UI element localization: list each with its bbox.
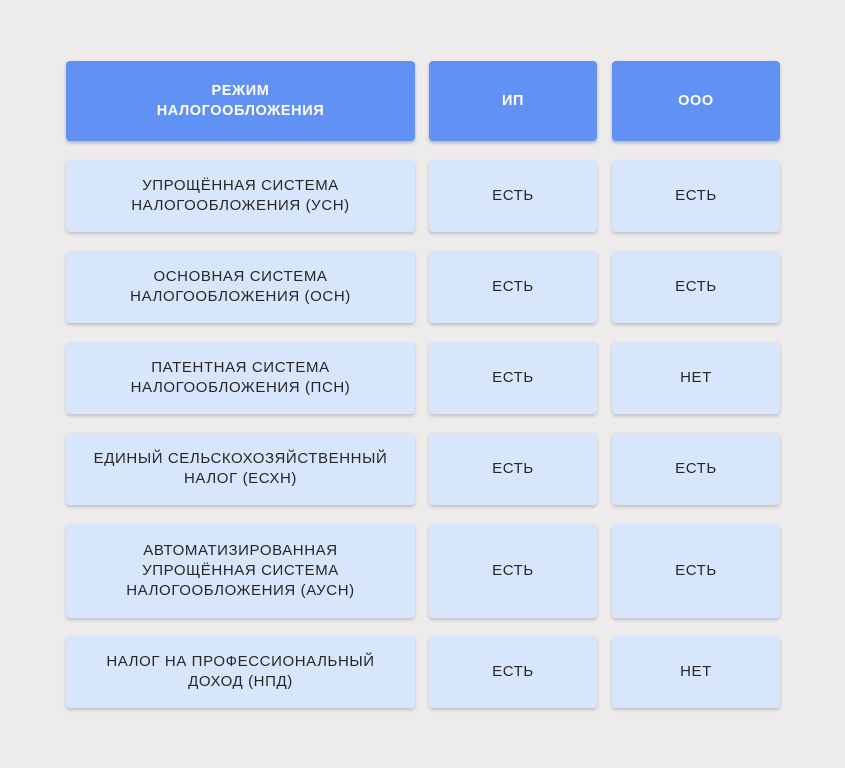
osn-ip-availability: ЕСТЬ [429,251,597,323]
ausn-ip-availability: ЕСТЬ [429,524,597,618]
npd-ooo-availability: НЕТ [612,636,780,708]
regime-npd: НАЛОГ НА ПРОФЕССИОНАЛЬНЫЙ ДОХОД (НПД) [66,636,415,708]
usn-ip-availability: ЕСТЬ [429,160,597,232]
regime-osn: ОСНОВНАЯ СИСТЕМА НАЛОГООБЛОЖЕНИЯ (ОСН) [66,251,415,323]
header-tax-regime: РЕЖИМ НАЛОГООБЛОЖЕНИЯ [66,61,415,141]
ausn-ooo-availability: ЕСТЬ [612,524,780,618]
regime-psn: ПАТЕНТНАЯ СИСТЕМА НАЛОГООБЛОЖЕНИЯ (ПСН) [66,342,415,414]
usn-ooo-availability: ЕСТЬ [612,160,780,232]
psn-ooo-availability: НЕТ [612,342,780,414]
npd-ip-availability: ЕСТЬ [429,636,597,708]
header-llc: ООО [612,61,780,141]
eshn-ip-availability: ЕСТЬ [429,433,597,505]
regime-ausn: АВТОМАТИЗИРОВАННАЯ УПРОЩЁННАЯ СИСТЕМА НАЛОГООБЛОЖЕНИЯ (АУСН) [66,524,415,618]
header-individual-entrepreneur: ИП [429,61,597,141]
psn-ip-availability: ЕСТЬ [429,342,597,414]
osn-ooo-availability: ЕСТЬ [612,251,780,323]
regime-usn: УПРОЩЁННАЯ СИСТЕМА НАЛОГООБЛОЖЕНИЯ (УСН) [66,160,415,232]
regime-eshn: ЕДИНЫЙ СЕЛЬСКОХОЗЯЙСТВЕННЫЙ НАЛОГ (ЕСХН) [66,433,415,505]
eshn-ooo-availability: ЕСТЬ [612,433,780,505]
